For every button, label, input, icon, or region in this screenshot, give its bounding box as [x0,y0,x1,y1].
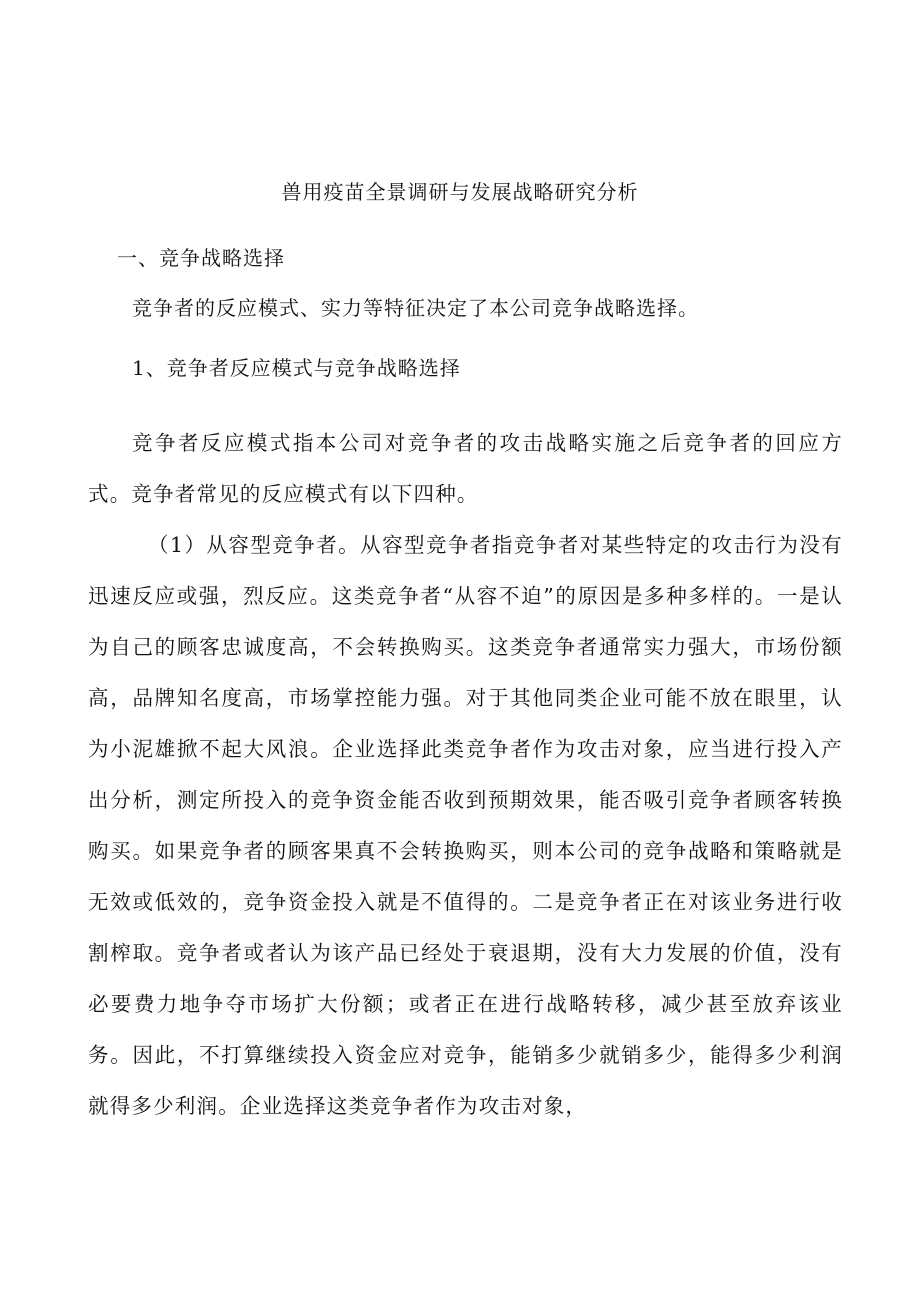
section-heading: 一、竞争战略选择 [117,246,285,270]
body-paragraph: 竞争者反应模式指本公司对竞争者的攻击战略实施之后竞争者的回应方式。竞争者常见的反应模式有以下四种。 [88,431,843,506]
document-title: 兽用疫苗全景调研与发展战略研究分析 [281,180,639,204]
body-paragraph: （1）从容型竞争者。从容型竞争者指竞争者对某些特定的攻击行为没有迅速反应或强，烈反应。这类竞争者“从容不迫”的原因是多种多样的。一是认为自己的顾客忠诚度高，不会转换购买。这类竞争者通常实力强大，市场份额高，品牌知名度高，市场掌控能力强。对于其他同类企业可能不放在眼里，认为小泥雄掀不起大风浪。企业选择此类竞争者作为攻击对象，应当进行投入产出分析，测定所投入的竞争资金能否收到预期效果，能否吸引竞争者顾客转换购买。如果竞争者的顾客果真不会转换购买，则本公司的竞争战略和策略就是无效或低效的，竞争资金投入就是不值得的。二是竞争者正在对该业务进行收割榨取。竞争者或者认为该产品已经处于衰退期，没有大力发展的价值，没有必要费力地争夺市场扩大份额；或者正在进行战略转移，减少甚至放弃该业务。因此，不打算继续投入资金应对竞争，能销多少就销多少，能得多少利润就得多少利润。企业选择这类竞争者作为攻击对象， [88,533,843,1118]
intro-paragraph: 竞争者的反应模式、实力等特征决定了本公司竞争战略选择。 [132,296,699,320]
subsection-heading: 1、竞争者反应模式与竞争战略选择 [132,356,461,380]
